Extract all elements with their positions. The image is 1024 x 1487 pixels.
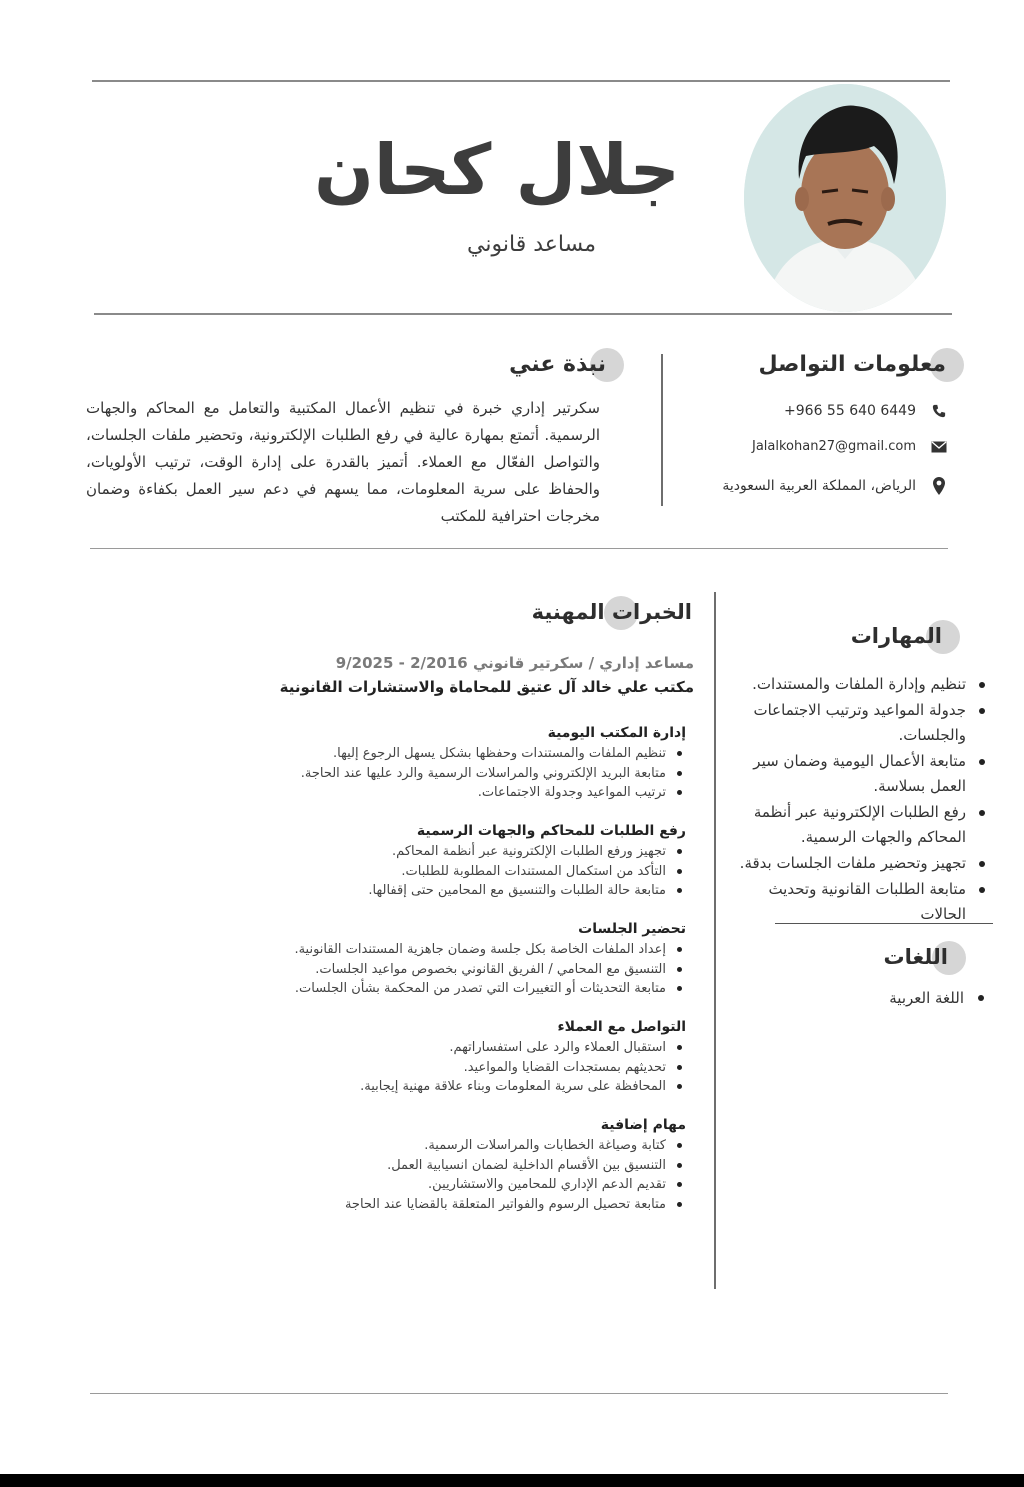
candidate-name: جلال كحان — [314, 129, 680, 211]
skill-item: تنظيم وإدارة الملفات والمستندات. — [728, 672, 988, 697]
portrait-image — [744, 84, 946, 312]
duty-item: التنسيق مع المحامي / الفريق القانوني بخصوص مواعيد الجلسات. — [266, 960, 686, 980]
duty-item: استقبال العملاء والرد على استفساراتهم. — [266, 1038, 686, 1058]
duty-group — [266, 1016, 686, 1097]
duty-group-title: التواصل مع العملاء — [557, 1019, 686, 1035]
duty-item: تنظيم الملفات والمستندات وحفظها بشكل يسهل الرجوع إليها. — [266, 744, 686, 764]
phone-number[interactable]: +966 55 640 6449 — [784, 403, 916, 419]
skills-list — [728, 672, 988, 928]
languages-list — [788, 986, 988, 1010]
about-divider — [90, 548, 948, 549]
duty-item: ترتيب المواعيد وجدولة الاجتماعات. — [266, 783, 686, 803]
duty-item: تجهيز ورفع الطلبات الإلكترونية عبر أنظمة المحاكم. — [266, 842, 686, 862]
bottom-black-bar — [0, 1474, 1024, 1487]
skills-languages-divider — [775, 923, 993, 924]
contact-phone-row — [650, 403, 950, 419]
top-divider — [92, 80, 950, 82]
email-address[interactable]: Jalalkohan27@gmail.com — [752, 439, 916, 454]
language-item: اللغة العربية — [788, 986, 988, 1010]
duty-group — [266, 820, 686, 901]
duty-group-title: إدارة المكتب اليومية — [547, 725, 686, 741]
duty-item: كتابة وصياغة الخطابات والمراسلات الرسمية. — [266, 1136, 686, 1156]
duty-group-title: تحضير الجلسات — [578, 921, 686, 937]
duty-item: تحديثهم بمستجدات القضايا والمواعيد. — [266, 1058, 686, 1078]
bottom-divider — [90, 1393, 948, 1394]
duty-item: التنسيق بين الأقسام الداخلية لضمان انسيابية العمل. — [266, 1156, 686, 1176]
duty-group-title: مهام إضافية — [600, 1117, 686, 1133]
job-role-dates: مساعد إداري / سكرتير قانوني 2/2016 - 9/2025 — [335, 654, 694, 672]
skill-item: رفع الطلبات الإلكترونية عبر أنظمة المحاكم والجهات الرسمية. — [728, 800, 988, 850]
duty-item: متابعة تحصيل الرسوم والفواتير المتعلقة بالقضايا عند الحاجة — [266, 1195, 686, 1215]
duty-item: متابعة حالة الطلبات والتنسيق مع المحامين حتى إقفالها. — [266, 881, 686, 901]
contact-location-row — [650, 477, 950, 495]
duty-item: إعداد الملفات الخاصة بكل جلسة وضمان جاهزية المستندات القانونية. — [266, 940, 686, 960]
phone-icon — [928, 404, 950, 418]
duty-item: متابعة التحديثات أو التغييرات التي تصدر من المحكمة بشأن الجلسات. — [266, 979, 686, 999]
duty-item: التأكد من استكمال المستندات المطلوبة للطلبات. — [266, 862, 686, 882]
about-heading: نبذة عني — [509, 352, 606, 377]
skill-item: جدولة المواعيد وترتيب الاجتماعات والجلسات. — [728, 698, 988, 748]
experience-heading: الخبرات المهنية — [532, 600, 692, 624]
duty-item: المحافظة على سرية المعلومات وبناء علاقة مهنية إيجابية. — [266, 1077, 686, 1097]
contact-email-row — [650, 439, 950, 454]
languages-heading: اللغات — [884, 945, 949, 969]
duty-group-title: رفع الطلبات للمحاكم والجهات الرسمية — [416, 823, 686, 839]
company-name: مكتب علي خالد آل عتيق للمحاماة والاستشارات القانونية — [279, 678, 694, 696]
location-pin-icon — [928, 477, 950, 495]
duty-group — [266, 722, 686, 803]
duty-item: متابعة البريد الإلكتروني والمراسلات الرسمية والرد عليها عند الحاجة. — [266, 764, 686, 784]
duty-item: تقديم الدعم الإداري للمحامين والاستشاريين. — [266, 1175, 686, 1195]
skill-item: متابعة الطلبات القانونية وتحديث الحالات — [728, 877, 988, 927]
main-column-separator — [714, 592, 716, 1289]
location-text: الرياض، المملكة العربية السعودية — [722, 478, 916, 494]
skill-item: متابعة الأعمال اليومية وضمان سير العمل بسلاسة. — [728, 749, 988, 799]
header-divider — [94, 313, 952, 315]
contact-heading: معلومات التواصل — [759, 352, 946, 377]
skill-item: تجهيز وتحضير ملفات الجلسات بدقة. — [728, 851, 988, 876]
candidate-title: مساعد قانوني — [467, 232, 596, 257]
skills-heading: المهارات — [851, 624, 942, 648]
duty-group — [266, 918, 686, 999]
profile-photo — [744, 84, 946, 312]
envelope-icon — [928, 441, 950, 453]
about-text: سكرتير إداري خبرة في تنظيم الأعمال المكتبية والتعامل مع المحاكم والجهات الرسمية. أتمتع بمهارة عالية في رفع الطلبات الإلكترونية، وتحضير ملفات الجلسات، والتواصل الفعّال مع العملاء. أتميز بالقدرة على إدارة الوقت، ترتيب الأولويات، والحفاظ على سرية المعلومات، مما يسهم في دعم سير العمل بكفاءة وضمان مخرجات احترافية للمكتب — [86, 399, 600, 525]
duty-group — [266, 1114, 686, 1214]
